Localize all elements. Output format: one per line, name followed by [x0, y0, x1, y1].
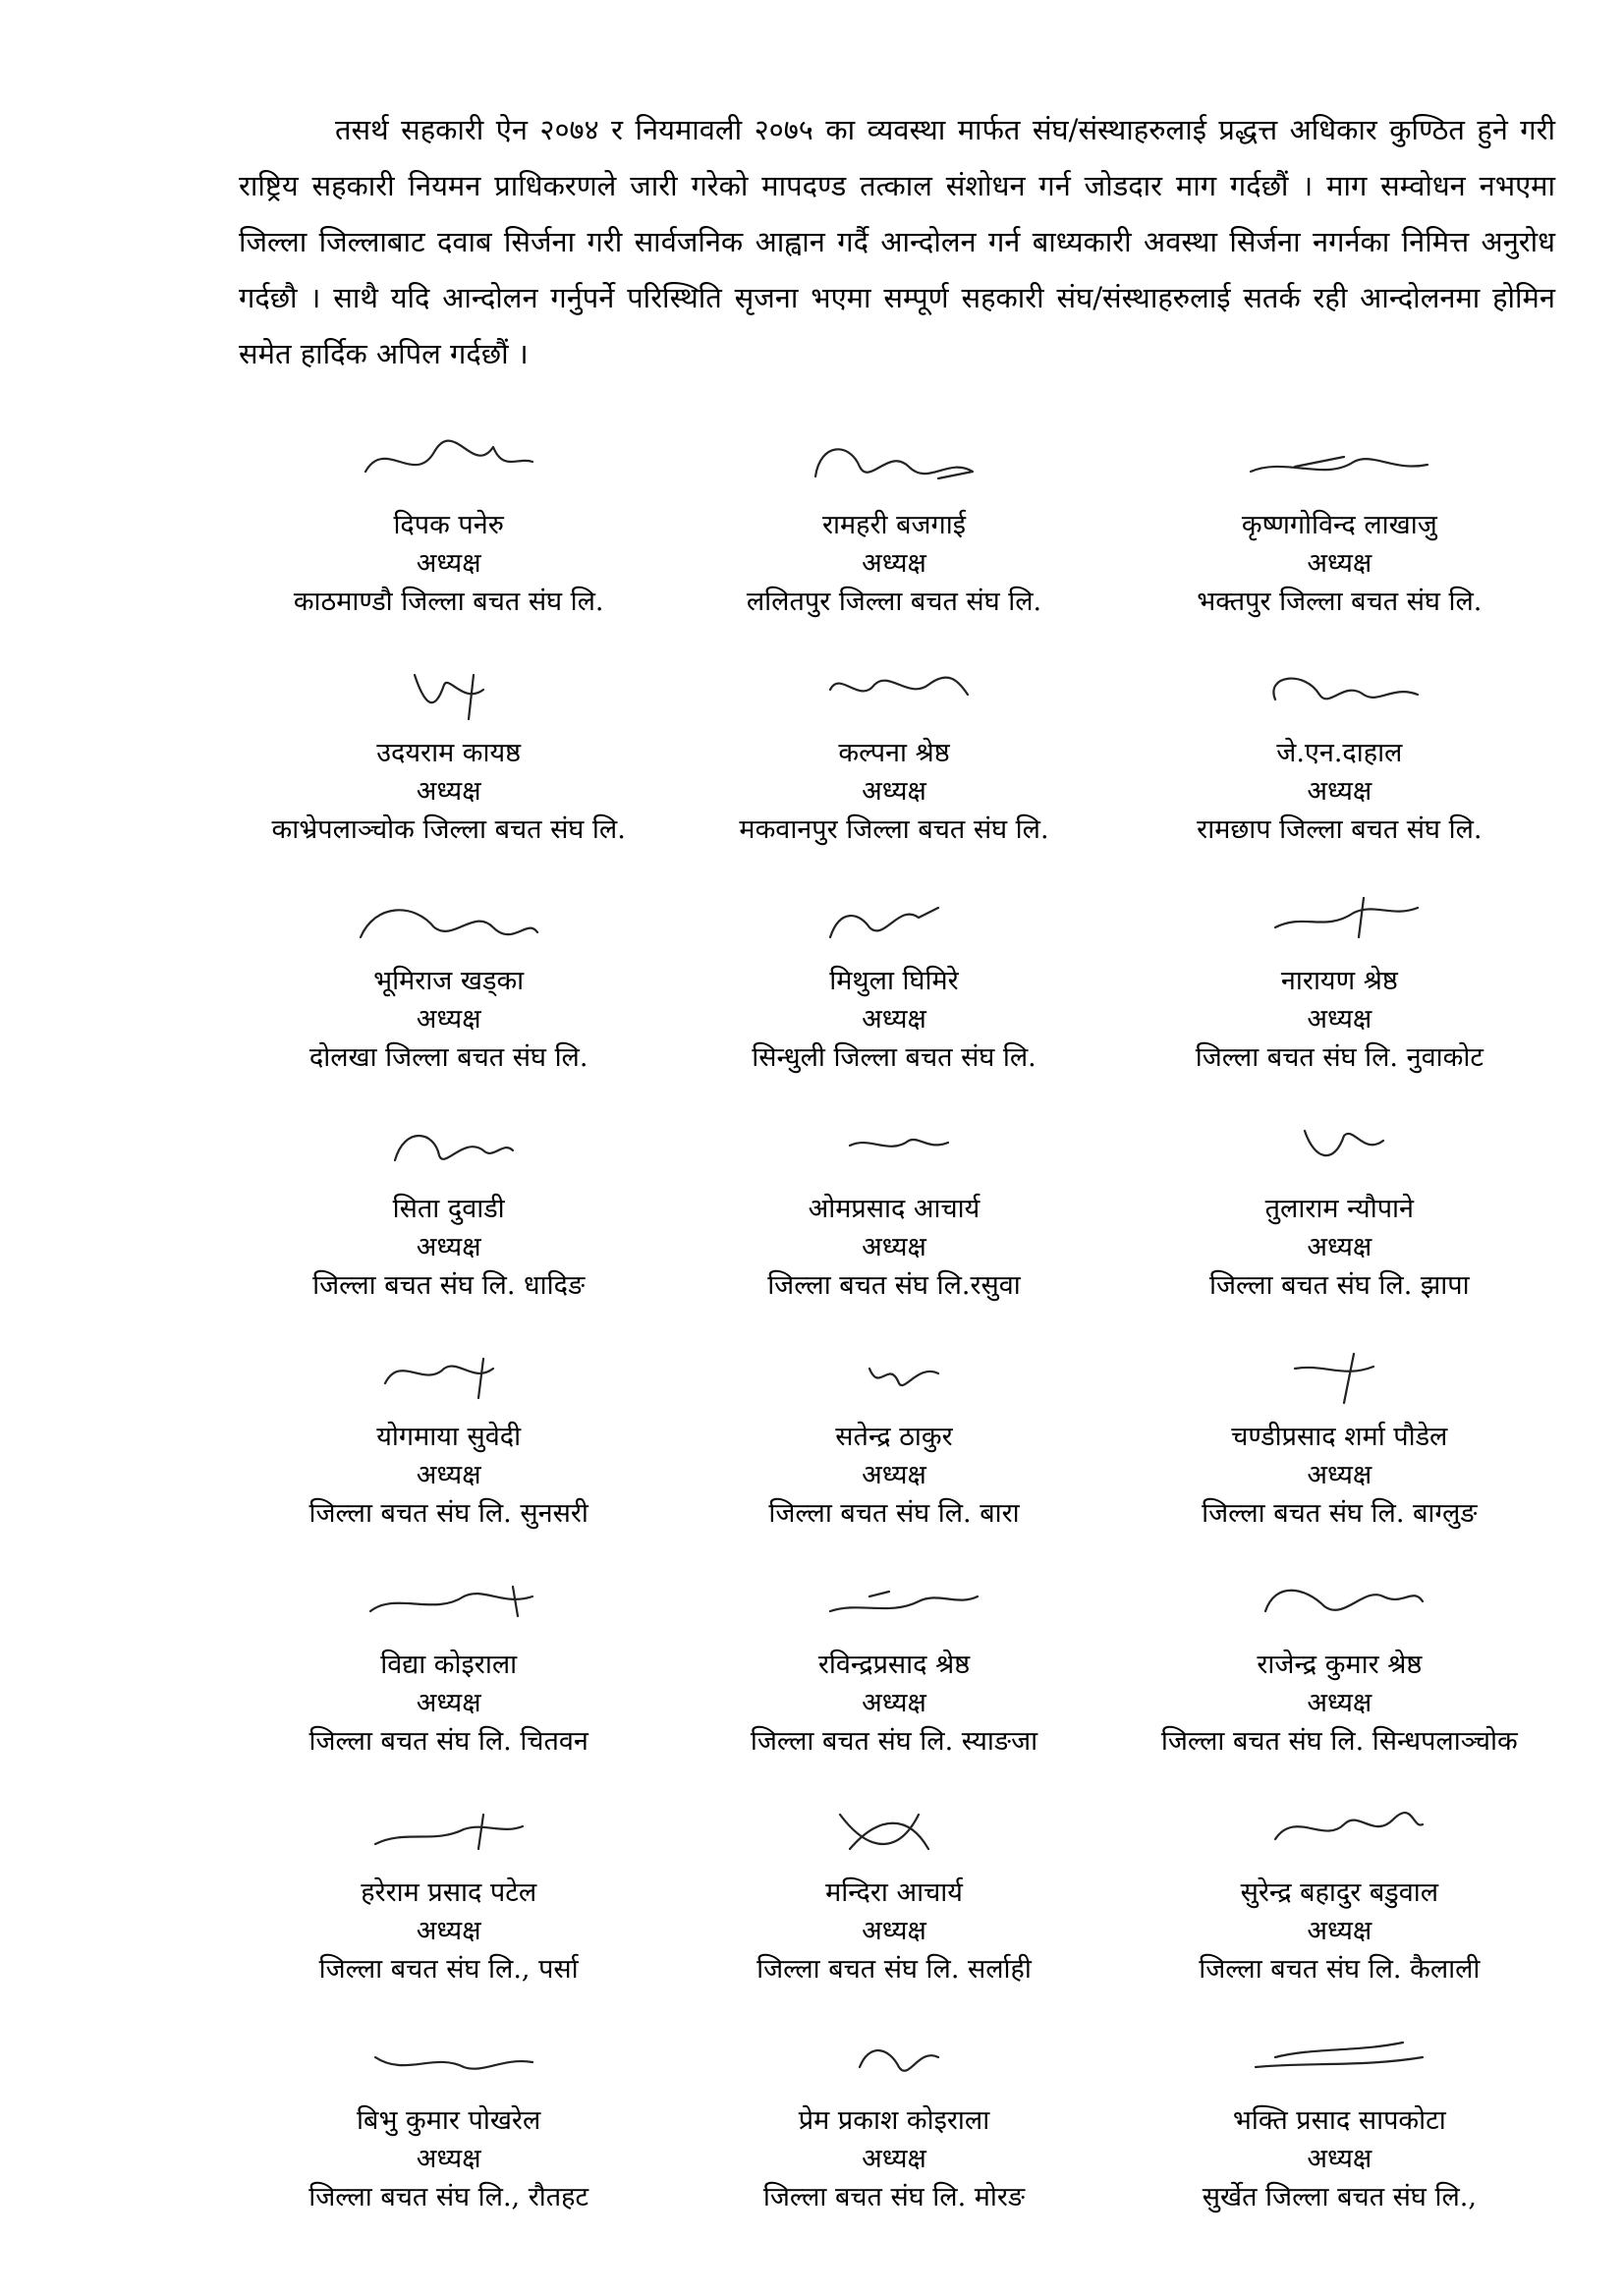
signatory-title: अध्यक्ष — [1307, 1916, 1372, 1946]
signatory-block — [1117, 418, 1562, 645]
handwritten-signature — [346, 1785, 552, 1872]
signatory-block — [226, 1329, 671, 1557]
handwritten-signature — [346, 1329, 552, 1416]
signatory-title: अध्यक्ष — [1307, 1688, 1372, 1718]
handwritten-signature — [346, 873, 552, 960]
signatory-title: अध्यक्ष — [416, 548, 481, 579]
handwritten-signature — [1236, 1329, 1442, 1416]
signatory-organization: मकवानपुर जिल्ला बचत संघ लि. — [739, 814, 1049, 845]
signatory-organization: जिल्ला बचत संघ लि. स्याङजा — [750, 1726, 1038, 1757]
signatory-title: अध्यक्ष — [862, 2144, 926, 2174]
signatory-name: रामहरी बजगाई — [821, 510, 967, 540]
signatory-organization: जिल्ला बचत संघ लि., पर्सा — [318, 1954, 579, 1985]
signatory-title: अध्यक्ष — [1307, 776, 1372, 807]
signatory-title: अध्यक्ष — [862, 1688, 926, 1718]
signatory-organization: जिल्ला बचत संघ लि. बारा — [768, 1498, 1020, 1529]
handwritten-signature — [791, 645, 997, 732]
signatory-organization: जिल्ला बचत संघ लि. धादिङ — [312, 1270, 586, 1301]
signatory-block — [1117, 1101, 1562, 1329]
signatory-block — [671, 2013, 1116, 2241]
signatory-name: रविन्द्रप्रसाद श्रेष्ठ — [817, 1650, 971, 1680]
signatory-name: कल्पना श्रेष्ठ — [838, 738, 950, 768]
signatory-organization: भक्तपुर जिल्ला बचत संघ लि. — [1197, 587, 1483, 617]
handwritten-signature — [1236, 1101, 1442, 1188]
signatory-name: सतेन्द्र ठाकुर — [835, 1422, 953, 1452]
signatory-title: अध्यक्ष — [862, 1460, 926, 1490]
signatory-name: चण्डीप्रसाद शर्मा पौडेल — [1231, 1422, 1448, 1452]
signatory-block — [226, 1101, 671, 1329]
signatory-name: तुलाराम न्यौपाने — [1264, 1194, 1415, 1224]
signatory-name: ओमप्रसाद आचार्य — [808, 1194, 980, 1224]
signatory-title: अध्यक्ष — [416, 1004, 481, 1035]
signatory-name: योगमाया सुवेदी — [376, 1422, 522, 1452]
signatory-organization: काठमाण्डौ जिल्ला बचत संघ लि. — [293, 587, 604, 617]
signatory-name: मन्दिरा आचार्य — [825, 1877, 963, 1908]
signatory-organization: जिल्ला बचत संघ लि. झापा — [1209, 1270, 1470, 1301]
signatory-name: जे.एन.दाहाल — [1276, 738, 1403, 768]
signatory-title: अध्यक्ष — [862, 1232, 926, 1262]
handwritten-signature — [346, 418, 552, 504]
signatory-name: बिभु कुमार पोखरेल — [357, 2105, 541, 2136]
handwritten-signature — [1236, 873, 1442, 960]
signatory-name: हरेराम प्रसाद पटेल — [361, 1877, 537, 1908]
handwritten-signature — [791, 2013, 997, 2099]
signatory-block — [226, 418, 671, 645]
handwritten-signature — [791, 1785, 997, 1872]
signatory-block — [1117, 2013, 1562, 2241]
signatory-organization: जिल्ला बचत संघ लि. सिन्धपलाञ्चोक — [1160, 1726, 1518, 1757]
signatory-title: अध्यक्ष — [416, 1232, 481, 1262]
handwritten-signature — [1236, 645, 1442, 732]
signatory-name: विद्या कोइराला — [380, 1650, 518, 1680]
signatory-title: अध्यक्ष — [416, 776, 481, 807]
signatory-name: उदयराम कायष्ठ — [376, 738, 522, 768]
signatory-title: अध्यक्ष — [1307, 548, 1372, 579]
signatory-organization: काभ्रेपलाञ्चोक जिल्ला बचत संघ लि. — [271, 814, 626, 845]
handwritten-signature — [791, 1557, 997, 1644]
handwritten-signature — [791, 1101, 997, 1188]
handwritten-signature — [1236, 2013, 1442, 2099]
signatory-block — [226, 1785, 671, 2013]
signatory-block — [1117, 1785, 1562, 2013]
signatory-title: अध्यक्ष — [1307, 1004, 1372, 1035]
signatory-name: नारायण श्रेष्ठ — [1280, 966, 1398, 996]
signatory-organization: जिल्ला बचत संघ लि., रौतहट — [308, 2182, 589, 2212]
signatory-title: अध्यक्ष — [862, 1004, 926, 1035]
signatory-organization: जिल्ला बचत संघ लि. कैलाली — [1199, 1954, 1481, 1985]
signatory-block — [671, 418, 1116, 645]
signatory-block — [671, 1557, 1116, 1785]
signatory-organization: सुर्खेत जिल्ला बचत संघ लि., — [1202, 2182, 1477, 2212]
signatory-name: कृष्णगोविन्द लाखाजु — [1241, 510, 1437, 540]
signatory-title: अध्यक्ष — [416, 1688, 481, 1718]
signatory-organization: जिल्ला बचत संघ लि. सर्लाही — [756, 1954, 1032, 1985]
signatory-name: भूमिराज खड्का — [373, 966, 525, 996]
signatory-block — [671, 873, 1116, 1101]
signatory-organization: जिल्ला बचत संघ लि. मोरङ — [762, 2182, 1026, 2212]
signatory-title: अध्यक्ष — [416, 2144, 481, 2174]
signatory-title: अध्यक्ष — [1307, 1460, 1372, 1490]
handwritten-signature — [791, 873, 997, 960]
signatory-organization: जिल्ला बचत संघ लि.रसुवा — [767, 1270, 1021, 1301]
signatory-organization: जिल्ला बचत संघ लि. बाग्लुङ — [1202, 1498, 1478, 1529]
signatory-title: अध्यक्ष — [1307, 2144, 1372, 2174]
signatory-name: राजेन्द्र कुमार श्रेष्ठ — [1257, 1650, 1423, 1680]
handwritten-signature — [346, 1557, 552, 1644]
signatory-organization: सिन्धुली जिल्ला बचत संघ लि. — [752, 1042, 1036, 1073]
handwritten-signature — [1236, 1557, 1442, 1644]
signatory-organization: ललितपुर जिल्ला बचत संघ लि. — [746, 587, 1042, 617]
signatory-name: मिथुला घिमिरे — [829, 966, 959, 996]
signatory-organization: दोलखा जिल्ला बचत संघ लि. — [308, 1042, 588, 1073]
signatory-block — [671, 1785, 1116, 2013]
signatory-block — [226, 2013, 671, 2241]
signatory-block — [1117, 1557, 1562, 1785]
signatory-block — [1117, 873, 1562, 1101]
signatory-name: दिपक पनेरु — [393, 510, 504, 540]
signatory-title: अध्यक्ष — [1307, 1232, 1372, 1262]
signatory-block — [226, 1557, 671, 1785]
signatory-title: अध्यक्ष — [862, 548, 926, 579]
signatory-block — [226, 645, 671, 873]
signatory-title: अध्यक्ष — [862, 776, 926, 807]
signatory-organization: रामछाप जिल्ला बचत संघ लि. — [1197, 814, 1483, 845]
signatory-title: अध्यक्ष — [416, 1916, 481, 1946]
signatory-organization: जिल्ला बचत संघ लि. चितवन — [308, 1726, 588, 1757]
signatory-block — [671, 1329, 1116, 1557]
signatory-name: सुरेन्द्र बहादुर बडुवाल — [1240, 1877, 1439, 1908]
signatory-title: अध्यक्ष — [862, 1916, 926, 1946]
signatory-organization: जिल्ला बचत संघ लि. सुनसरी — [308, 1498, 588, 1529]
signatory-block — [671, 645, 1116, 873]
signatory-organization: जिल्ला बचत संघ लि. नुवाकोट — [1195, 1042, 1484, 1073]
signatory-title: अध्यक्ष — [416, 1460, 481, 1490]
signatory-block — [226, 873, 671, 1101]
signatory-block — [671, 1101, 1116, 1329]
handwritten-signature — [791, 418, 997, 504]
handwritten-signature — [1236, 1785, 1442, 1872]
handwritten-signature — [791, 1329, 997, 1416]
handwritten-signature — [1236, 418, 1442, 504]
signatory-name: प्रेम प्रकाश कोइराला — [798, 2105, 990, 2136]
appeal-paragraph: तसर्थ सहकारी ऐन २०७४ र नियमावली २०७५ का व्यवस्था मार्फत संघ/संस्थाहरुलाई प्रद्धत्त अधिकार कुण्ठित हुने गरी राष्ट्रिय सहकारी नियमन प्राधिकरणले जारी गरेको मापदण्ड तत्काल संशोधन गर्न जोडदार माग गर्दछौं । माग सम्वोधन नभएमा जिल्ला जिल्लाबाट दवाब सिर्जना गरी सार्वजनिक आह्वान गर्दै आन्दोलन गर्न बाध्यकारी अवस्था सिर्जना नगर्नका निमित्त अनुरोध गर्दछौ । साथै यदि आन्दोलन गर्नुपर्ने परिस्थिति सृजना भएमा सम्पूर्ण सहकारी संघ/संस्थाहरुलाई सतर्क रही आन्दोलनमा होमिन समेत हार्दिक अपिल गर्दछौं । — [239, 113, 1555, 370]
signatories-grid — [226, 418, 1562, 2241]
signatory-block — [1117, 645, 1562, 873]
signatory-name: सिता दुवाडी — [392, 1194, 505, 1224]
signatory-name: भक्ति प्रसाद सापकोटा — [1232, 2105, 1446, 2136]
signatory-block — [1117, 1329, 1562, 1557]
handwritten-signature — [346, 2013, 552, 2099]
handwritten-signature — [346, 1101, 552, 1188]
handwritten-signature — [346, 645, 552, 732]
